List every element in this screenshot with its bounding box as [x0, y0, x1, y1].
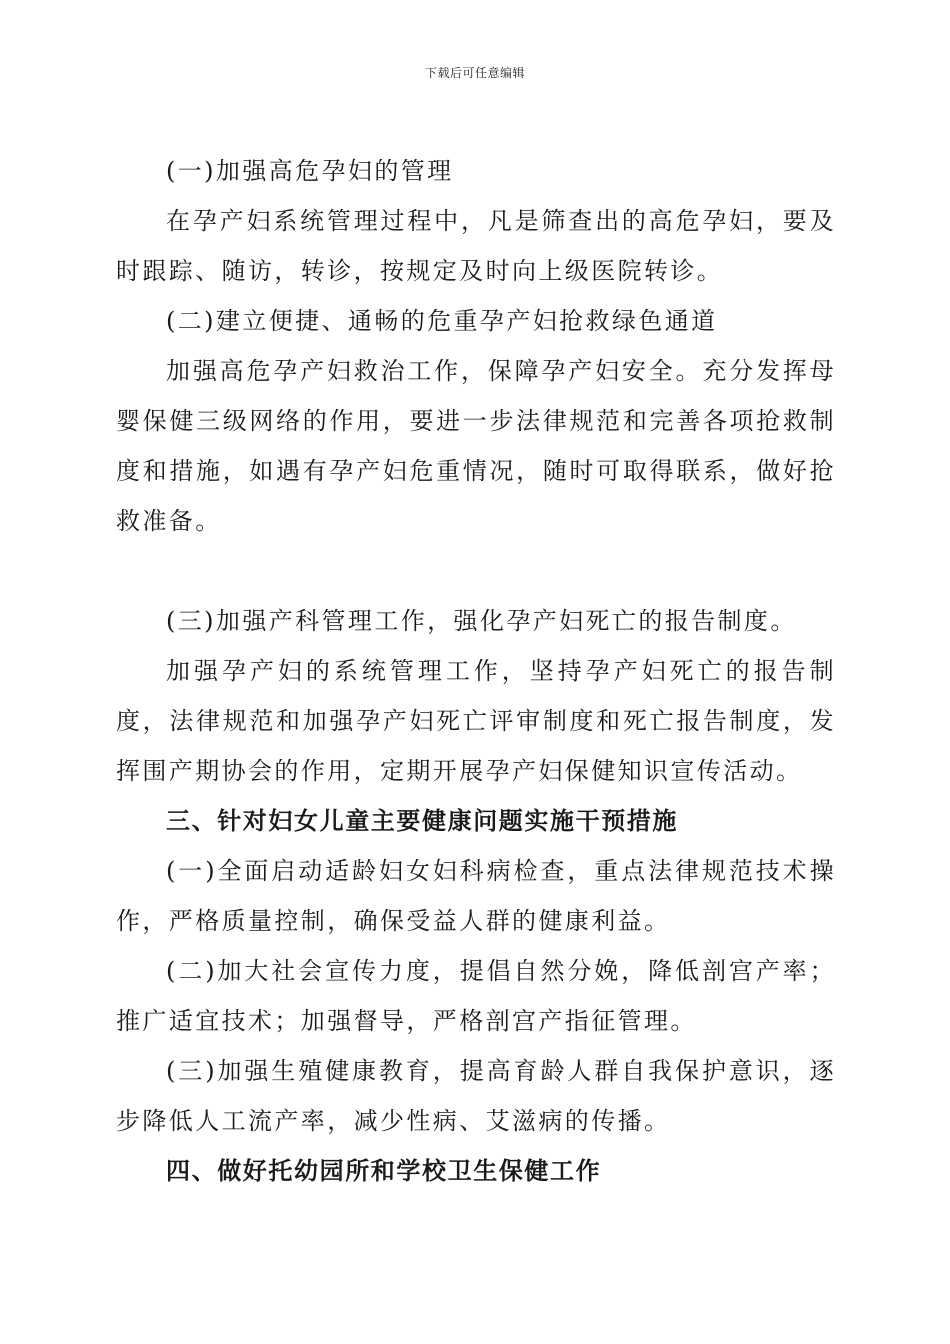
paragraph-natural-birth: (二)加大社会宣传力度，提倡自然分娩，降低剖宫产率；推广适宜技术；加强督导，严格剖宫产指征管理。 — [116, 957, 836, 1035]
page-header: 下载后可任意编辑 — [424, 66, 525, 80]
section-heading-four: 四、做好托幼园所和学校卫生保健工作 — [166, 1157, 602, 1185]
paragraph-reproductive-health: (三)加强生殖健康教育，提高育龄人群自我保护意识，逐步降低人工流产率，减少性病、艾滋病的传播。 — [116, 1057, 836, 1135]
paragraph-death-reporting: 加强孕产妇的系统管理工作，坚持孕产妇死亡的报告制度，法律规范和加强孕产妇死亡评审制度和死亡报告制度，发挥围产期协会的作用，定期开展孕产妇保健知识宣传活动。 — [116, 657, 836, 785]
subheading-obstetric-management: (三)加强产科管理工作，强化孕产妇死亡的报告制度。 — [166, 607, 797, 635]
paragraph-rescue-measures: 加强高危孕产妇救治工作，保障孕产妇安全。充分发挥母婴保健三级网络的作用，要进一步法律规范和完善各项抢救制度和措施，如遇有孕产妇危重情况，随时可取得联系，做好抢救准备。 — [116, 357, 836, 535]
paragraph-screening-tracking: 在孕产妇系统管理过程中，凡是筛查出的高危孕妇，要及时跟踪、随访，转诊，按规定及时向上级医院转诊。 — [116, 207, 836, 285]
document-body — [116, 146, 836, 1196]
section-heading-three: 三、针对妇女儿童主要健康问题实施干预措施 — [166, 807, 678, 835]
paragraph-gynecology-check: (一)全面启动适龄妇女妇科病检查，重点法律规范技术操作，严格质量控制，确保受益人群的健康利益。 — [116, 857, 836, 935]
subheading-strengthen-high-risk: (一)加强高危孕妇的管理 — [166, 157, 454, 185]
paragraph-gap — [116, 546, 836, 596]
subheading-green-channel: (二)建立便捷、通畅的危重孕产妇抢救绿色通道 — [166, 307, 718, 335]
